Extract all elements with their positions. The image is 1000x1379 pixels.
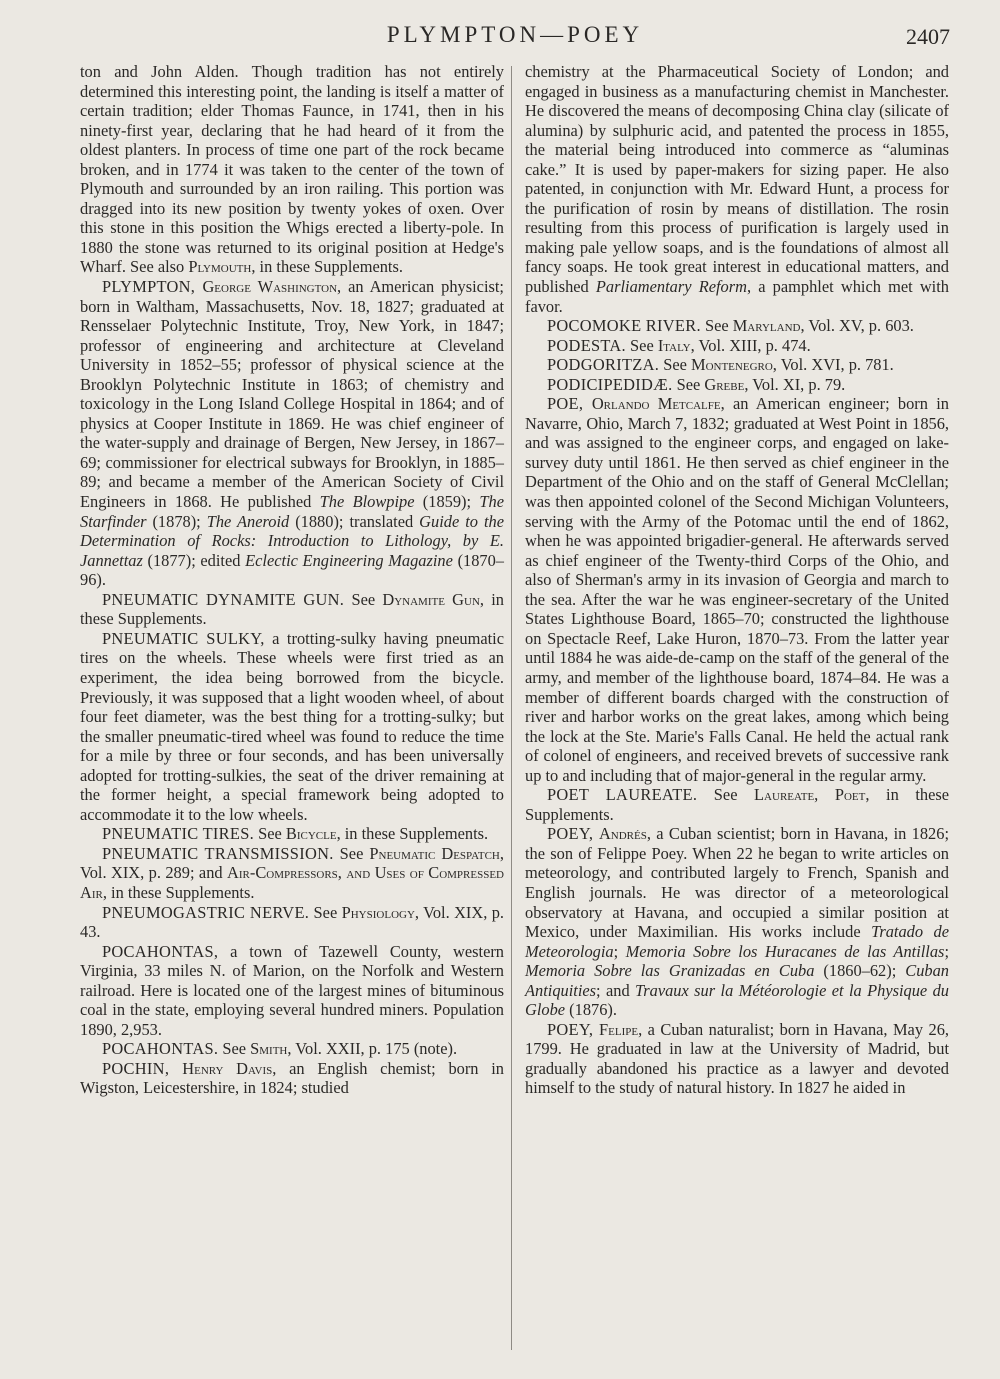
- paragraph: [80, 1059, 504, 1098]
- text-segment: ton and John Alden. Though tradition has not entirely determined this interesting point, the landing is itself a matter of certain tradition; elder Thomas Faunce, in 1741, then in his ninety-first year, declaring that he had heard of it from the oldest planters. In process of time one part of the rock became broken, and in 1774 it was taken to the center of the town of Plymouth and surrounded by an iron railing. This portion was dragged into its new position by twenty yokes of oxen. Over this stone in this position the Whigs erected a liberty-pole. In 1880 the stone was returned to its original position at Hedge's Wharf. See also: [80, 62, 504, 277]
- entry-headword: PODICIPEDIDÆ.: [547, 374, 673, 394]
- text-segment: Dynamite Gun: [382, 589, 480, 609]
- text-segment: Cuban Antiquities: [525, 961, 949, 1000]
- text-segment: The Aneroid: [206, 511, 290, 531]
- text-segment: See: [333, 843, 370, 863]
- text-segment: , Vol. XV, p. 603.: [800, 316, 914, 336]
- text-segment: See: [625, 335, 658, 355]
- text-segment: Guide to the Determination of Rocks: Introduction to Lithology, by E. Jannettaz: [80, 511, 504, 570]
- paragraph: [525, 394, 949, 785]
- text-segment: (1870–96).: [80, 550, 505, 590]
- text-segment: , Vol. XIX, p. 43.: [80, 902, 504, 942]
- entry-headword: PODGORITZA.: [547, 355, 660, 375]
- text-segment: George Washington: [202, 277, 338, 297]
- text-segment: Montenegro: [691, 355, 773, 375]
- entry-headword: PNEUMATIC SULKY,: [102, 628, 265, 648]
- text-segment: , an American physicist; born in Waltham, Massachusetts, Nov. 18, 1827; graduated at Rensselaer Polytechnic Institute, Troy, New York, in 1847; professor of engineering and architecture at Cleveland University in 1852–55; professor of physical science at the Brooklyn Polytechnic Institute in 1863; of chemistry and toxicology in the Long Island College Hospital in 1864; and of physics at Cooper Institute in 1869. He was chief engineer of the water-supply and drainage of Bergen, New Jersey, in 1867–69; commissioner for electrical subways for Brooklyn, in 1885–89; and became a member of the American Society of Civil Engineers in 1868. He published: [80, 277, 504, 512]
- text-segment: , an American engineer; born in Navarre, Ohio, March 7, 1832; graduated at West Point in 1856, and was assigned to the engineer corps, and engaged on lake-survey duty until 1861. He then served as chief engineer in the Department of the Ohio and on the staff of General McClellan; was then appointed colonel of the Second Michigan Volunteers, serving with the Army of the Potomac until the end of 1862, when he was appointed brigadier-general. He afterwards served as chief engineer of the Twenty-third Corps of the Ohio, and also of Sherman's army in its invasion of Georgia and march to the sea. After the war he was engineer-secretary of the United States Lighthouse Board, 1865–70; constructed the lighthouse on Spectacle Reef, Lake Huron, 1870–73. From the latter year until 1884 he was aide-de-camp on the staff of the general of the army, and member of the lighthouse board, 1874–84. He was a member of different boards charged with the construction of river and harbor works on the great lakes, among which being the lock at the Ste. Marie's Falls Canal. He held the actual rank of colonel of engineers, and received brevets of successive rank up to and including that of major-general in the regular army.: [525, 394, 949, 785]
- running-head: PLYMPTON—POEY: [386, 22, 644, 47]
- text-segment: Laureate, Poet: [754, 785, 866, 805]
- text-segment: The Starfinder: [80, 492, 504, 531]
- paragraph: [525, 336, 949, 356]
- paragraph: [525, 824, 949, 1019]
- text-segment: Felipe: [599, 1019, 639, 1039]
- text-segment: ;: [944, 941, 949, 961]
- text-segment: Parliamentary Reform: [595, 277, 747, 297]
- entry-headword: POCAHONTAS,: [102, 941, 219, 961]
- text-segment: (1878);: [146, 511, 207, 531]
- text-segment: Travaux sur la Météorologie et la Physique du Globe: [525, 980, 949, 1020]
- page-number: 2407: [906, 24, 950, 49]
- text-segment: See: [659, 355, 691, 375]
- left-column: [80, 62, 504, 1098]
- text-segment: a town of Tazewell County, western Virginia, 33 miles N. of Marion, on the Norfolk and Western railroad. Here is located one of the largest mines of bituminous coal in the state, employing several hundred miners. Population 1890, 2,953.: [80, 941, 504, 1039]
- entry-headword: POE,: [547, 394, 592, 414]
- text-segment: The Blowpipe: [319, 492, 415, 512]
- text-segment: , an English chemist; born in Wigston, Leicestershire, in 1824; studied: [80, 1058, 504, 1098]
- entry-headword: PLYMPTON,: [102, 277, 203, 297]
- text-segment: Memoria Sobre los Huracanes de las Antillas: [625, 941, 945, 961]
- text-segment: (1880); translated: [289, 511, 420, 531]
- text-segment: Physiology: [341, 902, 415, 922]
- entry-headword: PNEUMATIC TIRES.: [102, 824, 255, 844]
- paragraph: [80, 903, 504, 942]
- text-segment: , in these Supplements.: [251, 257, 403, 277]
- paragraph: [525, 62, 949, 316]
- text-segment: Pneumatic Despatch: [369, 843, 500, 863]
- entry-headword: POCAHONTAS.: [102, 1039, 219, 1059]
- text-segment: Orlando Metcalfe: [591, 394, 721, 414]
- text-segment: Italy: [657, 335, 691, 355]
- entry-headword: PODESTA.: [547, 335, 626, 355]
- text-segment: (1860–62);: [814, 961, 906, 981]
- text-segment: chemistry at the Pharmaceutical Society of London; and engaged in business as a manufacturing chemist in Manchester. He discovered the means of decomposing China clay (silicate of alumina) by sulphuric acid, and patented the process in 1855, the material being introduced into commerce as “aluminas cake.” It is used by paper-makers for sizing paper. He also patented, in conjunction with Mr. Edward Hunt, a process for the purification of rosin by means of distillation. The rosin resulting from this process of purification is largely used in making pale yellow soaps, and is the foundations of almost all fancy soaps. He took great interest in educational matters, and published: [525, 62, 949, 297]
- text-segment: ;: [613, 941, 626, 961]
- text-segment: See: [672, 374, 705, 394]
- text-segment: Tratado de Meteorologia: [525, 922, 949, 961]
- paragraph: [80, 824, 504, 844]
- entry-headword: PNEUMOGASTRIC NERVE.: [102, 902, 310, 922]
- entry-headword: PNEUMATIC TRANSMISSION.: [102, 843, 334, 863]
- text-segment: (1859);: [414, 492, 480, 512]
- entry-headword: POEY,: [547, 824, 599, 844]
- paragraph: [80, 629, 504, 824]
- column-divider: [511, 66, 512, 1350]
- text-segment: (1876).: [565, 1000, 617, 1020]
- text-segment: Air-Compressors, and Uses of Compressed Air: [80, 863, 504, 902]
- text-segment: , Vol. XI, p. 79.: [744, 374, 846, 394]
- text-segment: , in these Supplements.: [80, 589, 504, 629]
- text-segment: See: [697, 785, 755, 805]
- text-segment: See: [218, 1039, 251, 1059]
- text-segment: Maryland: [732, 316, 801, 336]
- text-segment: Grebe: [704, 374, 745, 394]
- text-segment: , in these Supplements.: [102, 882, 255, 902]
- text-segment: Eclectic Engineering Magazine: [245, 550, 453, 570]
- text-segment: Plymouth: [188, 257, 252, 277]
- text-segment: , Vol. XIII, p. 474.: [690, 335, 811, 355]
- paragraph: [525, 1020, 949, 1098]
- entry-headword: POCOMOKE RIVER.: [547, 316, 701, 336]
- paragraph: [80, 1039, 504, 1059]
- text-segment: Memoria Sobre las Granizadas en Cuba: [525, 961, 815, 981]
- text-segment: Henry Davis: [182, 1058, 273, 1078]
- paragraph: [80, 590, 504, 629]
- paragraph: [80, 277, 504, 590]
- text-segment: , in these Supplements.: [336, 824, 489, 844]
- text-segment: Andrés: [598, 824, 647, 844]
- text-segment: (1877); edited: [142, 550, 246, 570]
- text-segment: See: [254, 824, 286, 844]
- text-segment: ; and: [596, 980, 636, 1000]
- entry-headword: POCHIN,: [102, 1058, 183, 1078]
- text-segment: a trotting-sulky having pneumatic tires on the wheels. These wheels were first tried as an experiment, the idea being borrowed from the bicycle. Previously, it was supposed that a light wooden wheel, of about four feet diameter, was the best thing for a trotting-sulky; but the smaller pneumatic-tired wheel was found to reduce the time for a mile by three or four seconds, and has been universally adopted for trotting-sulkies, the seat of the driver remaining at the former height, a special framework being adopted to accommodate it to the low wheels.: [80, 628, 504, 824]
- entry-headword: PNEUMATIC DYNAMITE GUN.: [102, 589, 345, 609]
- text-segment: , in these Supplements.: [525, 785, 950, 824]
- text-segment: , a Cuban scientist; born in Havana, in 1826; the son of Felippe Poey. When 22 he began to write articles on meteorology, and contributed largely to French, Spanish and English journals. He was director of a meteorological observatory at Havana, and occupied a similar position at Mexico, under Maximilian. His works include: [525, 824, 950, 942]
- text-segment: , a pamphlet which met with favor.: [525, 277, 949, 316]
- text-segment: , a Cuban naturalist; born in Havana, May 26, 1799. He graduated in law at the University of Madrid, but gradually abandoned his practice as a lawyer and devoted himself to the study of natural history. In 1827 he aided in: [525, 1019, 949, 1098]
- text-segment: Bicycle: [285, 824, 337, 844]
- text-segment: , Vol. XVI, p. 781.: [772, 355, 894, 375]
- paragraph: [80, 942, 504, 1040]
- paragraph: [80, 844, 504, 903]
- entry-headword: POEY,: [547, 1019, 600, 1039]
- right-column: [525, 62, 949, 1098]
- paragraph: [525, 375, 949, 395]
- paragraph: [525, 785, 949, 824]
- paragraph: [80, 62, 504, 277]
- entry-headword: POET LAUREATE.: [547, 785, 698, 805]
- text-segment: See: [344, 589, 383, 609]
- text-segment: See: [309, 902, 342, 922]
- page-header: [80, 22, 950, 56]
- text-segment: Smith: [250, 1039, 288, 1059]
- text-segment: , Vol. XXII, p. 175 (note).: [287, 1039, 458, 1059]
- paragraph: [525, 316, 949, 336]
- text-segment: , Vol. XIX, p. 289; and: [80, 843, 504, 883]
- text-segment: See: [700, 316, 733, 336]
- paragraph: [525, 355, 949, 375]
